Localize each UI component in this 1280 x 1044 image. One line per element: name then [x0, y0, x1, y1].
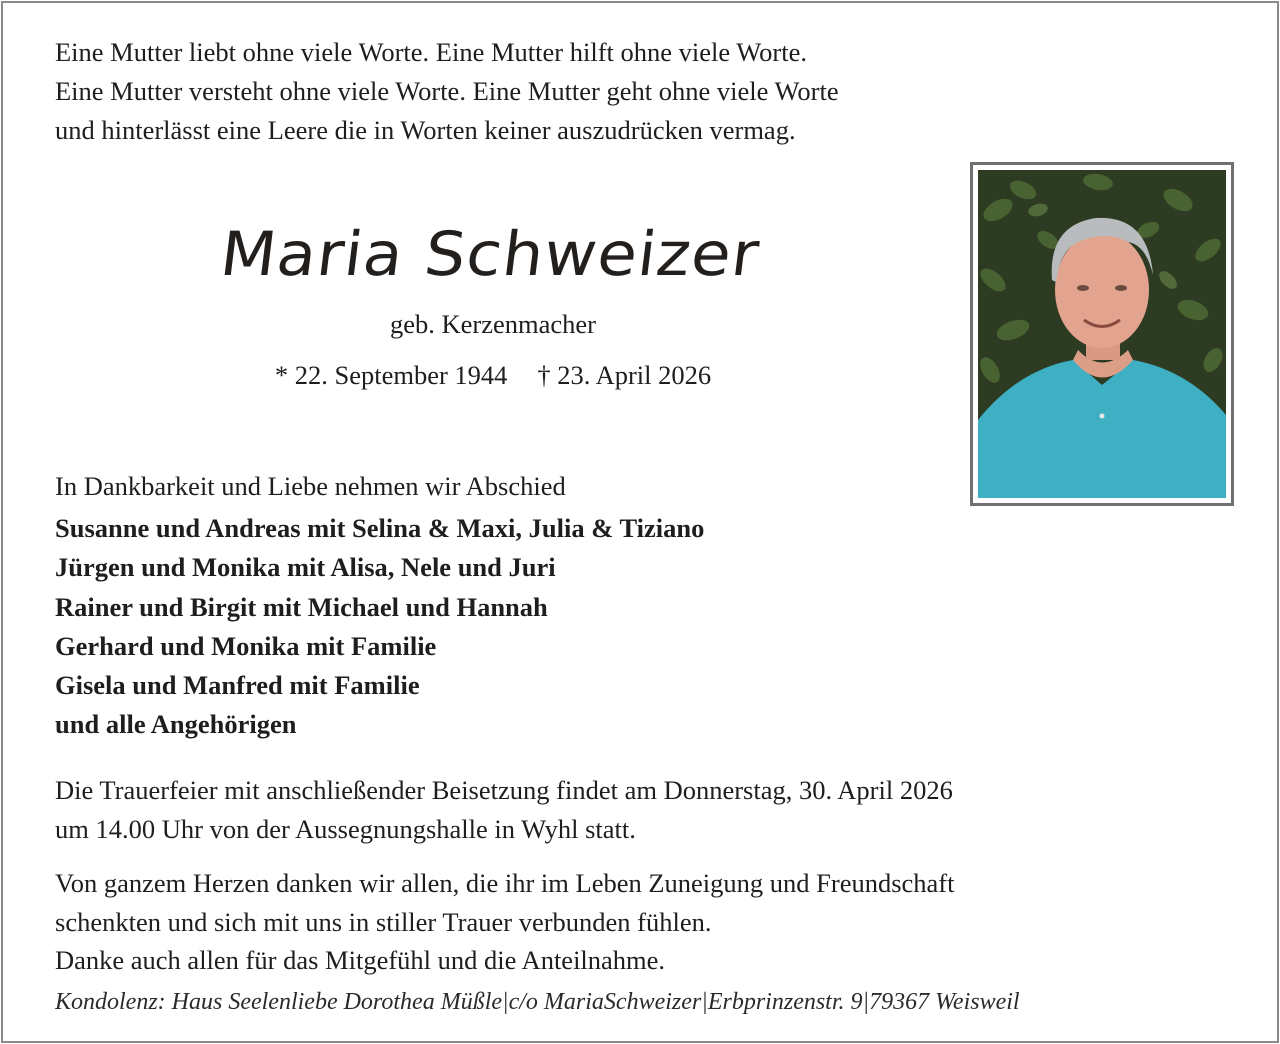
- poem-line: und hinterlässt eine Leere die in Worten keiner auszudrücken vermag.: [55, 115, 796, 145]
- service-line: Die Trauerfeier mit anschließender Beisetzung findet am Donnerstag, 30. April 2026: [55, 775, 953, 805]
- portrait-image: [978, 170, 1226, 498]
- list-item: und alle Angehörigen: [55, 709, 297, 740]
- list-item: Gisela und Manfred mit Familie: [55, 670, 420, 701]
- service-line: um 14.00 Uhr von der Aussegnungshalle in Wyhl statt.: [55, 814, 636, 844]
- portrait-photo: [970, 162, 1234, 506]
- birth-date: * 22. September 1944: [274, 360, 508, 390]
- thanks-line: Danke auch allen für das Mitgefühl und die Anteilnahme.: [55, 945, 666, 975]
- list-item: Jürgen und Monika mit Alisa, Nele und Juri: [55, 552, 556, 583]
- birth-name: geb. Kerzenmacher: [390, 309, 596, 339]
- deceased-name: Maria Schweizer: [216, 219, 764, 291]
- poem-line: Eine Mutter versteht ohne viele Worte. Eine Mutter geht ohne viele Worte: [55, 76, 839, 106]
- thanks-paragraph: [55, 864, 955, 980]
- list-item: Gerhard und Monika mit Familie: [55, 630, 437, 661]
- mourners-list: [55, 509, 704, 745]
- memorial-poem: [55, 33, 1155, 150]
- condolence-address: Kondolenz: Haus Seelenliebe Dorothea Müßle|c/o MariaSchweizer|Erbprinzenstr. 9|79367 Weisweil: [55, 989, 1020, 1015]
- list-item: Rainer und Birgit mit Michael und Hannah: [55, 591, 548, 622]
- poem-line: Eine Mutter liebt ohne viele Worte. Eine Mutter hilft ohne viele Worte.: [55, 37, 808, 67]
- thanks-line: Von ganzem Herzen danken wir allen, die ihr im Leben Zuneigung und Freundschaft: [55, 868, 955, 898]
- thanks-line: schenkten und sich mit uns in stiller Trauer verbunden fühlen.: [55, 906, 712, 937]
- life-dates: [0, 360, 986, 391]
- farewell-intro: In Dankbarkeit und Liebe nehmen wir Abschied: [55, 471, 566, 501]
- death-date: † 23. April 2026: [537, 360, 712, 390]
- funeral-service-info: [55, 771, 953, 849]
- list-item: Susanne und Andreas mit Selina & Maxi, Julia & Tiziano: [55, 513, 705, 543]
